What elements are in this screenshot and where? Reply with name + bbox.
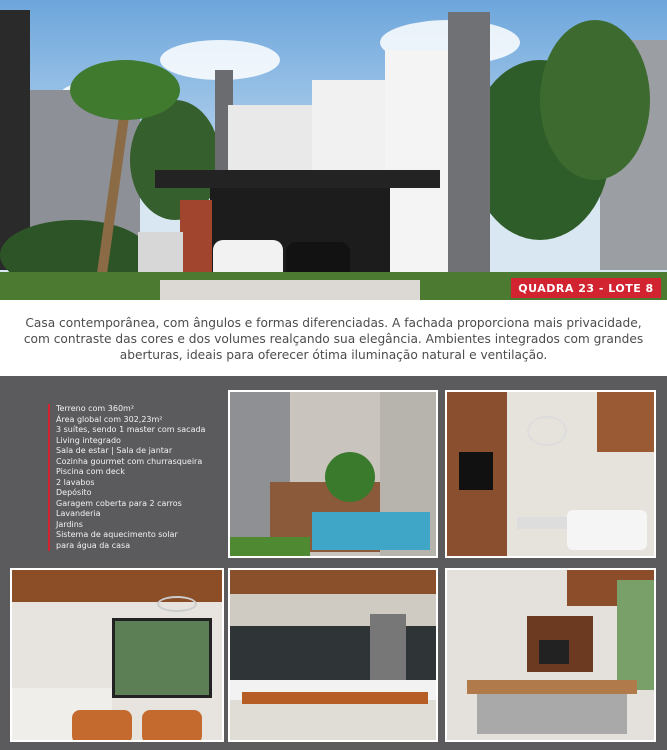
feature-item: 2 lavabos xyxy=(56,477,95,487)
feature-item: Terreno com 360m² xyxy=(56,404,135,413)
features-list xyxy=(48,404,218,551)
property-description: Casa contemporânea, com ângulos e formas diferenciadas. A fachada proporciona mais privacidade, com contraste das cores e dos volumes realçando sua elegância. Ambientes integrados com grandes aberturas, ideais para oferecer ótima iluminação natural e ventilação. xyxy=(0,300,667,376)
kitchen-render xyxy=(228,568,438,742)
feature-item: Living integrado xyxy=(56,435,121,445)
lot-badge: QUADRA 23 - LOTE 8 xyxy=(511,278,661,298)
feature-item: Garagem coberta para 2 carros xyxy=(56,498,182,508)
feature-item: Jardins xyxy=(56,519,83,529)
feature-item: Piscina com deck xyxy=(56,467,125,476)
dining-room-render xyxy=(445,568,656,742)
feature-item: Sistema de aquecimento solar xyxy=(56,530,178,539)
aerial-pool-render xyxy=(228,390,438,558)
feature-item: Área global com 302,23m² xyxy=(56,414,163,424)
feature-item: Sala de estar | Sala de jantar xyxy=(56,446,173,455)
lounge-render xyxy=(10,568,224,742)
feature-item: 3 suítes, sendo 1 master com sacada xyxy=(56,425,206,434)
feature-item: Depósito xyxy=(56,488,92,497)
house-facade-render xyxy=(0,0,667,300)
feature-item: Cozinha gourmet com churrasqueira xyxy=(56,456,203,466)
feature-item: para água da casa xyxy=(56,540,131,550)
living-room-render xyxy=(445,390,656,558)
feature-item: Lavanderia xyxy=(56,509,101,518)
